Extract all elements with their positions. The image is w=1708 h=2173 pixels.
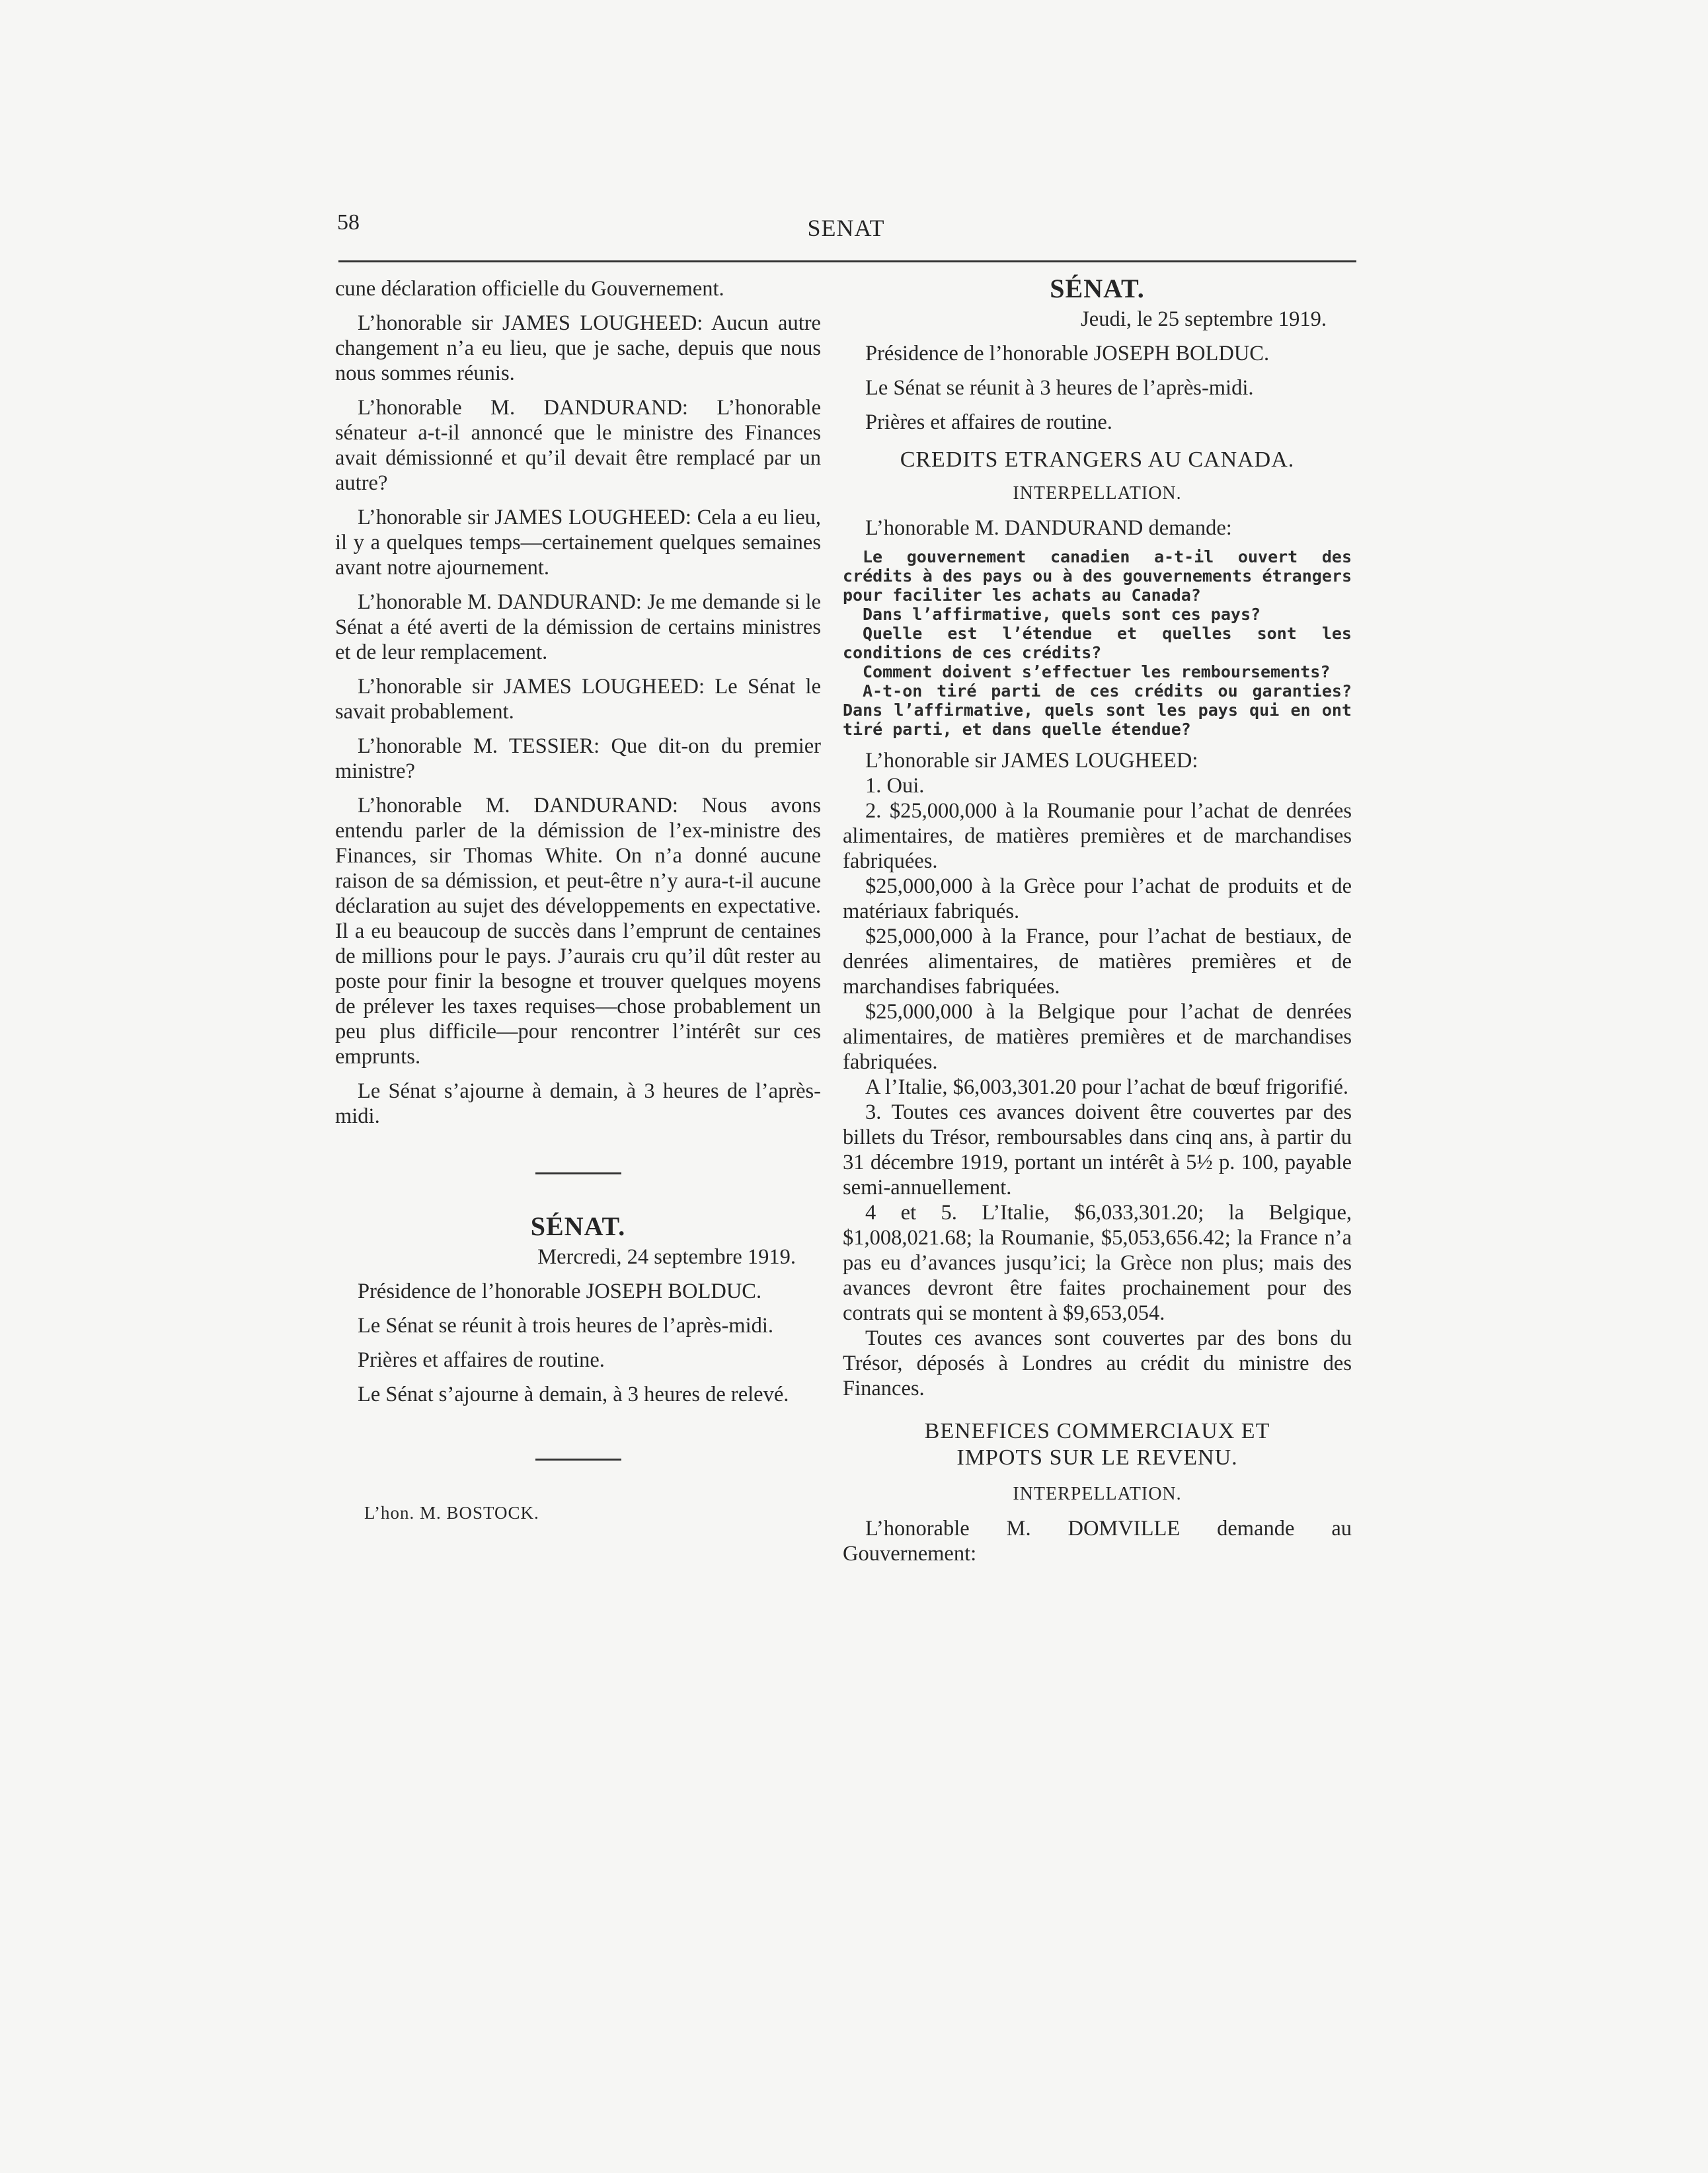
question-item: Dans l’affirmative, quels sont ces pays? <box>863 605 1261 624</box>
section-subheading: INTERPELLATION. <box>1013 1484 1182 1504</box>
answer-item: Toutes ces avances sont couvertes par des bons du Trésor, déposés à Londres au crédit du ministre des Finances. <box>843 1326 1352 1400</box>
paragraph: L’honorable M. DANDURAND: Nous avons entendu parler de la démission de l’ex-ministre des Finances, sir Thomas White. On n’a donné aucune raison de sa démission, et peut-être n’y aura-t-il aucune déclaration au sujet des développements en expectative. Il a eu beaucoup de succès dans l’emprunt de centaines de millions pour le pays. J’aurais cru qu’il dût rester au poste pour finir la besogne et trouver quelques moyens de prélever les taxes requises—chose probablement un peu plus difficile—pour rencontrer l’intérêt sur ces emprunts. <box>335 794 821 1069</box>
page-number: 58 <box>337 210 360 235</box>
question-item: Quelle est l’étendue et quelles sont les conditions de ces crédits? <box>843 624 1352 662</box>
header-rule <box>338 260 1356 262</box>
running-head <box>337 210 1355 247</box>
question-item: A-t-on tiré parti de ces crédits ou garanties? Dans l’affirmative, quels sont les pays qui en ont tiré parti, et dans quelle étendue? <box>843 681 1352 739</box>
right-column <box>843 276 1352 1566</box>
answer-item: 1. Oui. <box>865 774 925 798</box>
answer-item: $25,000,000 à la Belgique pour l’achat de denrées alimentaires, de matières premières et de marchandises fabriquées. <box>843 1000 1352 1074</box>
section-divider <box>535 1172 621 1174</box>
answer-item: 2. $25,000,000 à la Roumanie pour l’achat de denrées alimentaires, de matières premières et de marchandises fabriquées. <box>843 799 1352 873</box>
paragraph: Le Sénat se réunit à 3 heures de l’après-midi. <box>865 376 1254 400</box>
answer-item: 3. Toutes ces avances doivent être couvertes par des billets du Trésor, remboursables dans cinq ans, à partir du 31 décembre 1919, portant un intérêt à 5½ p. 100, payable semi-annuellement. <box>843 1100 1352 1200</box>
answer-item: 4 et 5. L’Italie, $6,033,301.20; la Belgique, $1,008,021.68; la Roumanie, $5,053,656.42; la France n’a pas eu d’avances jusqu’ici; la Grèce non plus; mais des avances devront être faites prochainement pour des contrats qui se montent à $9,653,054. <box>843 1201 1352 1325</box>
paragraph: Le Sénat se réunit à trois heures de l’après-midi. <box>358 1314 774 1338</box>
section-heading: BENEFICES COMMERCIAUX ET <box>924 1419 1270 1443</box>
paragraph: Prières et affaires de routine. <box>358 1348 605 1372</box>
session-title: SÉNAT. <box>1050 274 1145 303</box>
paragraph: L’honorable sir JAMES LOUGHEED: Le Sénat le savait probablement. <box>335 675 821 724</box>
paragraph: Présidence de l’honorable JOSEPH BOLDUC. <box>358 1279 762 1303</box>
section-subheading: INTERPELLATION. <box>1013 483 1182 504</box>
paragraph: L’honorable M. TESSIER: Que dit-on du premier ministre? <box>335 734 821 783</box>
paragraph: Présidence de l’honorable JOSEPH BOLDUC. <box>865 342 1270 365</box>
footer-signature: L’hon. M. BOSTOCK. <box>364 1503 539 1523</box>
paragraph: Prières et affaires de routine. <box>865 410 1112 434</box>
running-title: SENAT <box>807 215 885 241</box>
paragraph: Le Sénat s’ajourne à demain, à 3 heures de l’après-midi. <box>335 1079 821 1128</box>
question-block <box>843 547 1352 739</box>
answer-item: A l’Italie, $6,003,301.20 pour l’achat de bœuf frigorifié. <box>865 1075 1349 1099</box>
paragraph: Le Sénat s’ajourne à demain, à 3 heures de relevé. <box>358 1383 789 1406</box>
session-date: Mercredi, 24 septembre 1919. <box>537 1245 796 1269</box>
paragraph: cune déclaration officielle du Gouvernement. <box>335 277 724 301</box>
paragraph: L’honorable sir JAMES LOUGHEED: Cela a eu lieu, il y a quelques temps—certainement quelques semaines avant notre ajournement. <box>335 506 821 580</box>
left-column <box>335 276 821 1525</box>
paragraph: L’honorable M. DANDURAND: Je me demande si le Sénat a été averti de la démission de certains ministres et de leur remplacement. <box>335 590 821 664</box>
session-title: SÉNAT. <box>530 1211 626 1241</box>
session-date: Jeudi, le 25 septembre 1919. <box>1081 307 1327 331</box>
paragraph: L’honorable M. DANDURAND: L’honorable sénateur a-t-il annoncé que le ministre des Finances avait démissionné et qu’il devait être remplacé par un autre? <box>335 396 821 495</box>
section-heading: CREDITS ETRANGERS AU CANADA. <box>900 447 1295 472</box>
question-item: Comment doivent s’effectuer les remboursements? <box>863 662 1331 681</box>
paragraph: L’honorable M. DANDURAND demande: <box>865 516 1232 540</box>
question-item: Le gouvernement canadien a-t-il ouvert des crédits à des pays ou à des gouvernements étrangers pour faciliter les achats au Canada? <box>843 547 1352 605</box>
section-heading: IMPOTS SUR LE REVENU. <box>956 1445 1238 1470</box>
answer-item: $25,000,000 à la Grèce pour l’achat de produits et de matériaux fabriqués. <box>843 874 1352 923</box>
paragraph: L’honorable sir JAMES LOUGHEED: <box>865 749 1198 773</box>
paragraph: L’honorable M. DOMVILLE demande au Gouvernement: <box>843 1517 1352 1566</box>
section-divider <box>535 1459 621 1461</box>
paragraph: L’honorable sir JAMES LOUGHEED: Aucun autre changement n’a eu lieu, que je sache, depuis que nous nous sommes réunis. <box>335 311 821 385</box>
answer-item: $25,000,000 à la France, pour l’achat de bestiaux, de denrées alimentaires, de matières premières et de marchandises fabriquées. <box>843 925 1352 999</box>
